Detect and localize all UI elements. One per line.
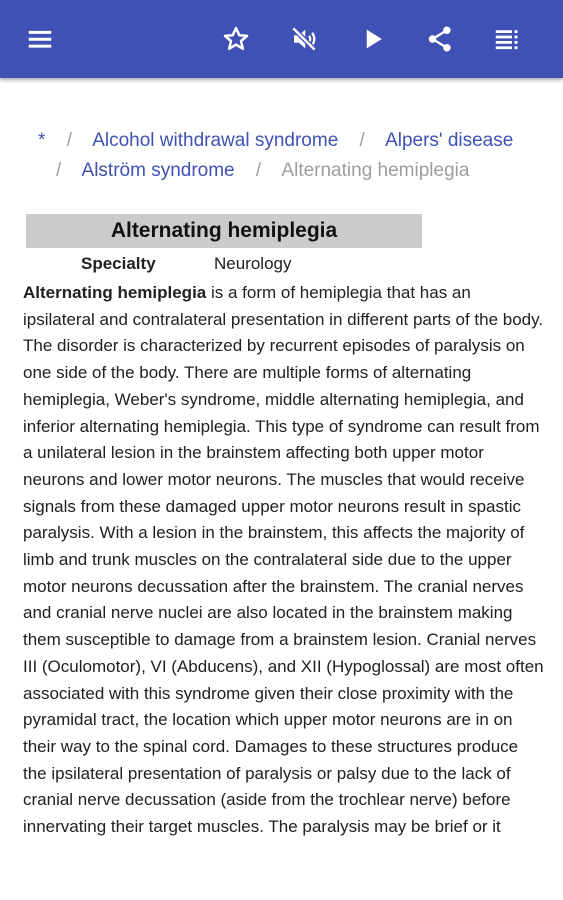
article-body	[23, 280, 545, 841]
play-icon	[358, 24, 388, 54]
breadcrumb-link-alcohol-withdrawal-syndrome[interactable]: Alcohol withdrawal syndrome	[92, 130, 339, 151]
infobox-label: Specialty	[81, 254, 156, 273]
breadcrumb-link-alpers-disease[interactable]: Alpers' disease	[385, 130, 514, 151]
infobox-title: Alternating hemiplegia	[26, 214, 422, 248]
breadcrumb	[38, 126, 538, 186]
breadcrumb-separator: /	[359, 130, 365, 151]
play-button[interactable]	[354, 20, 392, 58]
app-toolbar	[0, 0, 563, 78]
list-icon	[492, 24, 522, 54]
menu-icon	[25, 24, 55, 54]
breadcrumb-separator: /	[66, 130, 72, 151]
share-button[interactable]	[421, 20, 459, 58]
infobox-row-specialty	[26, 250, 422, 278]
volume-off-icon	[289, 24, 319, 54]
article-paragraph: is a form of hemiplegia that has an ipsilateral and contralateral presentation in different parts of the body. The disorder is characterized by recurrent episodes of paralysis on one side of the body. There are multiple forms of alternating hemiplegia, Weber's syndrome, middle alternating hemiplegia, and inferior alternating hemiplegia. This type of syndrome can result from a unilateral lesion in the brainstem affecting both upper motor neurons and lower motor neurons. The muscles that would receive signals from these damaged upper motor neurons result in spastic paralysis. With a lesion in the brainstem, this affects the majority of limb and trunk muscles on the contralateral side due to the upper motor neurons decussation after the brainstem. The cranial nerves and cranial nerve nuclei are also located in the brainstem making them susceptible to damage from a brainstem lesion. Cranial nerves III (Oculomotor), VI (Abducens), and XII (Hypoglossal) are most often associated with this syndrome given their close proximity with the pyramidal tract, the location which upper motor neurons are in on their way to the spinal cord. Damages to these structures produce the ipsilateral presentation of paralysis or palsy due to the lack of cranial nerve decussation (aside from the trochlear nerve) before innervating their target muscles. The paralysis may be brief or it	[23, 283, 544, 837]
breadcrumb-separator: /	[56, 160, 62, 181]
bookmark-button[interactable]	[217, 20, 255, 58]
breadcrumb-root-link[interactable]: *	[38, 130, 46, 151]
infobox-value: Neurology	[214, 254, 292, 273]
breadcrumb-link-alstrom-syndrome[interactable]: Alström syndrome	[81, 160, 235, 181]
menu-button[interactable]	[21, 20, 59, 58]
contents-button[interactable]	[488, 20, 526, 58]
breadcrumb-separator: /	[255, 160, 262, 181]
article-term: Alternating hemiplegia	[23, 283, 207, 302]
star-icon	[221, 24, 251, 54]
share-icon	[425, 24, 455, 54]
breadcrumb-current: Alternating hemiplegia	[281, 160, 470, 181]
mute-button[interactable]	[285, 20, 323, 58]
